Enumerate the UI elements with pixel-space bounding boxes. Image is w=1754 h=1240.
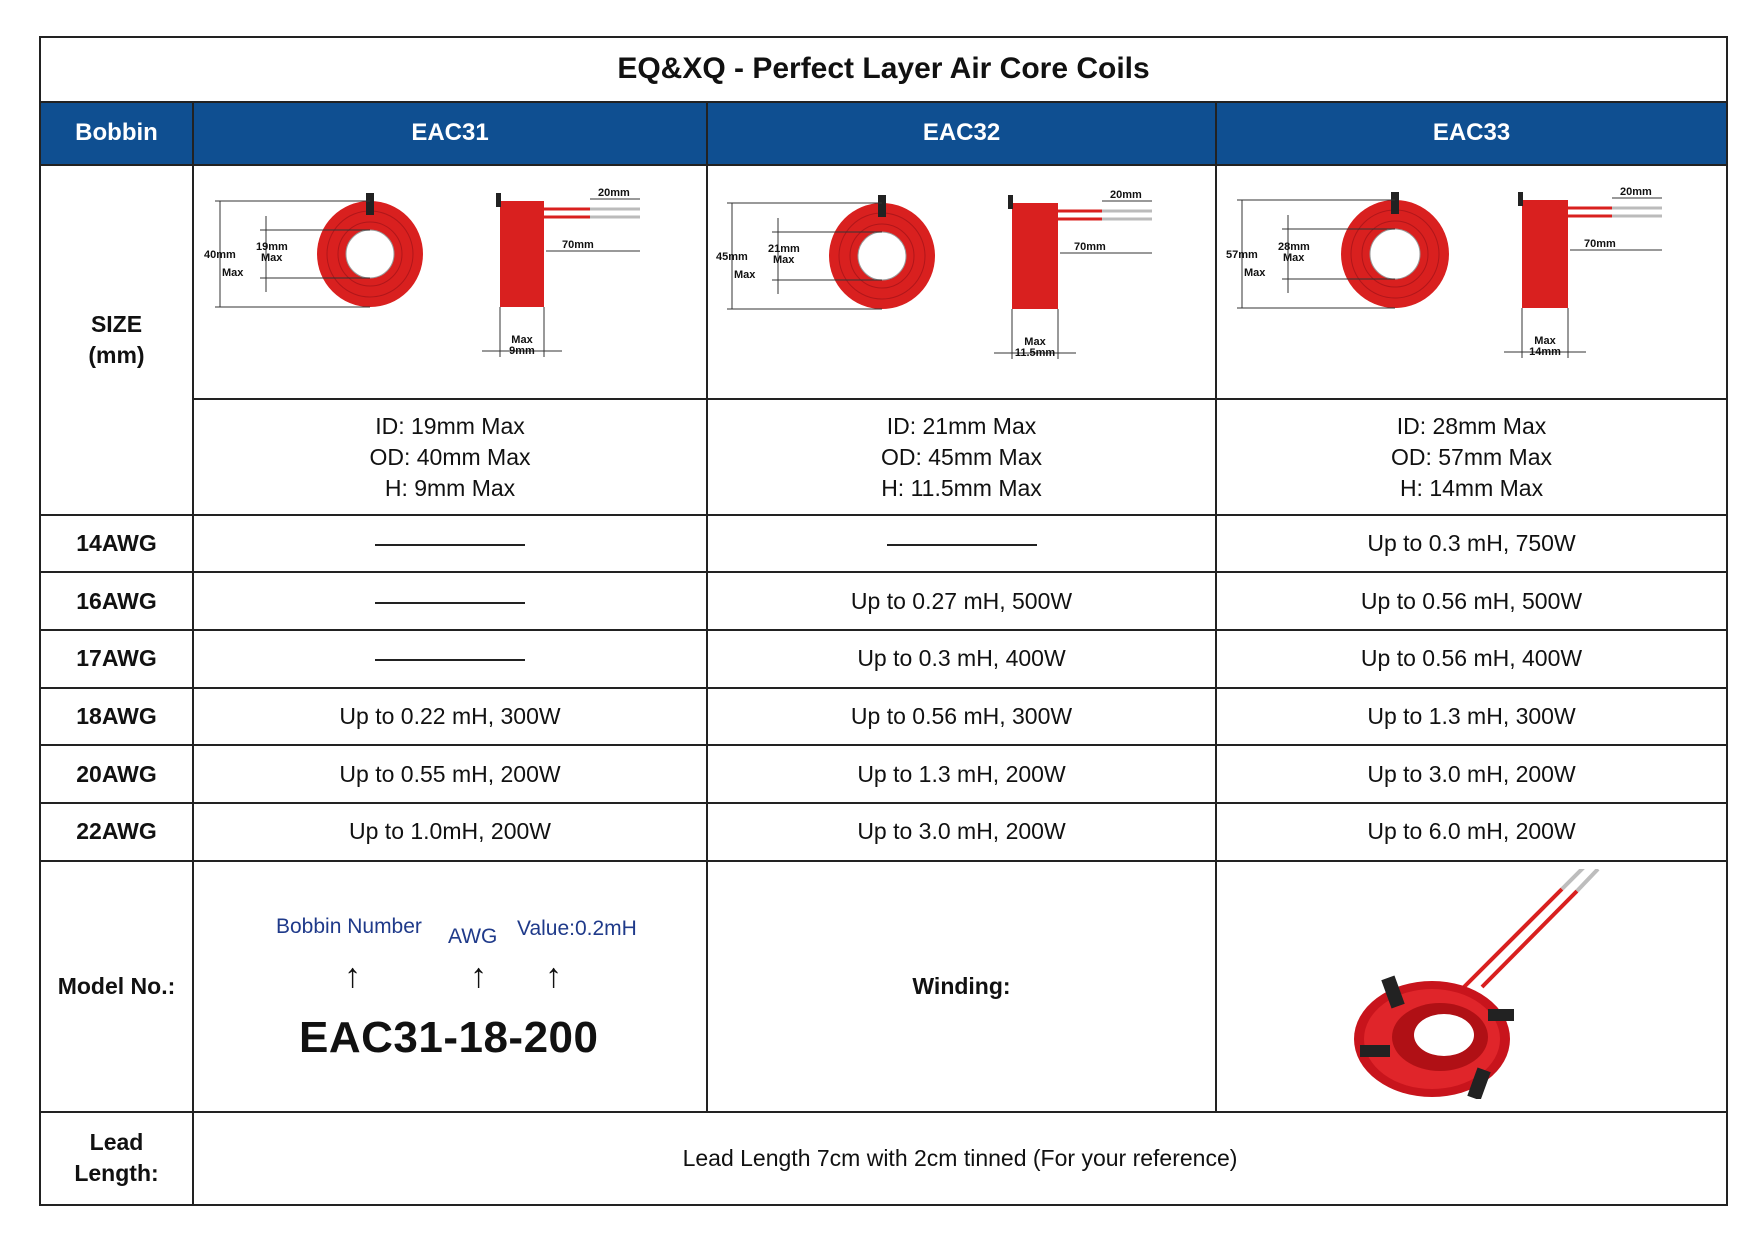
- awg-label-callout: AWG: [448, 925, 498, 949]
- rating-cell: Up to 6.0 mH, 200W: [1216, 803, 1727, 861]
- winding-label: Winding:: [707, 861, 1216, 1112]
- dims-eac32: [707, 399, 1216, 514]
- dim-h: H: 11.5mm Max: [881, 474, 1042, 501]
- dims-eac31: [193, 399, 707, 514]
- coil-dimension-drawing: [712, 169, 1212, 394]
- arrow-up-icon: ↑: [344, 957, 361, 996]
- awg-label: 16AWG: [40, 572, 193, 630]
- rating-cell: [193, 630, 707, 688]
- id-label: 28mm: [1277, 241, 1310, 254]
- size-label: [40, 165, 193, 515]
- coil-hole: [858, 232, 906, 280]
- id-max-label: Max: [261, 252, 283, 265]
- dim-h: H: 9mm Max: [384, 474, 516, 501]
- drawing-eac31: [193, 165, 707, 400]
- id-label: 21mm: [767, 243, 800, 256]
- lead-length-label: 70mm: [1583, 238, 1616, 251]
- height-max-label: Max: [1023, 336, 1046, 349]
- not-available-dash: [375, 544, 525, 546]
- rating-cell: Up to 0.3 mH, 400W: [707, 630, 1216, 688]
- awg-row: [40, 630, 1727, 688]
- dim-od: OD: 45mm Max: [880, 443, 1043, 470]
- rating-cell: Up to 3.0 mH, 200W: [707, 803, 1216, 861]
- coil-dimension-drawing: [200, 169, 700, 394]
- coil-hole: [1370, 229, 1420, 279]
- awg-row: [40, 803, 1727, 861]
- coil-side-view: [500, 201, 544, 307]
- dim-id: ID: 19mm Max: [375, 412, 525, 439]
- rating-cell: [193, 515, 707, 573]
- coil-hole: [346, 230, 394, 278]
- id-max-label: Max: [1282, 252, 1304, 265]
- tinned-length-label: 20mm: [598, 187, 630, 200]
- rating-cell: Up to 0.22 mH, 300W: [193, 688, 707, 746]
- rating-cell: Up to 1.3 mH, 300W: [1216, 688, 1727, 746]
- rating-cell: Up to 0.56 mH, 400W: [1216, 630, 1727, 688]
- lead-label: [40, 1112, 193, 1205]
- height-max-label: Max: [511, 334, 533, 347]
- header-eac32: EAC32: [707, 102, 1216, 165]
- cable-tie: [496, 193, 501, 207]
- rating-cell: Up to 3.0 mH, 200W: [1216, 745, 1727, 803]
- not-available-dash: [375, 602, 525, 604]
- arrow-up-icon: ↑: [470, 957, 487, 996]
- awg-row: [40, 688, 1727, 746]
- dim-id: ID: 21mm Max: [886, 412, 1037, 439]
- lead-length-label: 70mm: [562, 239, 594, 252]
- lead-length-label: 70mm: [1073, 241, 1106, 254]
- tinned-length-label: 20mm: [1619, 186, 1652, 199]
- awg-label: 17AWG: [40, 630, 193, 688]
- model-example: [193, 861, 707, 1112]
- drawing-eac33: [1216, 165, 1727, 400]
- rating-cell: [193, 572, 707, 630]
- winding-photo: [1216, 861, 1727, 1112]
- size-label-line1: SIZE: [90, 310, 143, 337]
- height-max-label: Max: [1533, 335, 1556, 348]
- not-available-dash: [375, 659, 525, 661]
- dim-id: ID: 28mm Max: [1396, 412, 1547, 439]
- model-code: EAC31-18-200: [299, 1013, 599, 1063]
- coil-side-view: [1522, 200, 1568, 308]
- od-max-label: Max: [1243, 267, 1265, 280]
- bobbin-number-label: Bobbin Number: [276, 915, 422, 939]
- cable-tie: [366, 193, 374, 215]
- awg-label: 14AWG: [40, 515, 193, 573]
- rating-cell: Up to 1.3 mH, 200W: [707, 745, 1216, 803]
- cable-tie: [1391, 192, 1399, 214]
- awg-label: 18AWG: [40, 688, 193, 746]
- tinned-length-label: 20mm: [1109, 189, 1142, 202]
- rating-cell: Up to 0.56 mH, 300W: [707, 688, 1216, 746]
- dim-od: OD: 40mm Max: [369, 443, 531, 470]
- od-label: 40mm: [204, 249, 236, 262]
- awg-label: 22AWG: [40, 803, 193, 861]
- dims-eac33: [1216, 399, 1727, 514]
- height-label: 11.5mm: [1014, 347, 1055, 360]
- size-label-line2: (mm): [88, 341, 145, 368]
- od-max-label: Max: [222, 267, 244, 280]
- coil-photo-image: [1322, 869, 1622, 1099]
- drawing-eac32: [707, 165, 1216, 400]
- awg-row: [40, 745, 1727, 803]
- coil-spec-table: [39, 36, 1728, 1206]
- not-available-dash: [887, 544, 1037, 546]
- lead-length-text: Lead Length 7cm with 2cm tinned (For your reference): [193, 1112, 1727, 1205]
- id-label: 19mm: [256, 241, 288, 254]
- value-label: Value:0.2mH: [517, 917, 637, 941]
- height-label: 14mm: [1528, 346, 1561, 359]
- cable-tie: [1008, 195, 1013, 209]
- arrow-up-icon: ↑: [545, 957, 562, 996]
- table-title: EQ&XQ - Perfect Layer Air Core Coils: [40, 37, 1727, 102]
- awg-row: [40, 515, 1727, 573]
- dim-od: OD: 57mm Max: [1390, 443, 1553, 470]
- lead-label-line1: Lead: [89, 1129, 144, 1156]
- dim-h: H: 14mm Max: [1399, 474, 1544, 501]
- od-max-label: Max: [733, 269, 755, 282]
- model-label: Model No.:: [40, 861, 193, 1112]
- od-label: 57mm: [1225, 249, 1258, 262]
- header-bobbin: Bobbin: [40, 102, 193, 165]
- id-max-label: Max: [772, 254, 794, 267]
- header-eac33: EAC33: [1216, 102, 1727, 165]
- od-label: 45mm: [715, 251, 748, 264]
- coil-dimension-drawing: [1222, 169, 1722, 394]
- header-eac31: EAC31: [193, 102, 707, 165]
- cable-tie: [1518, 192, 1523, 206]
- rating-cell: Up to 1.0mH, 200W: [193, 803, 707, 861]
- rating-cell: Up to 0.55 mH, 200W: [193, 745, 707, 803]
- height-label: 9mm: [509, 345, 535, 358]
- rating-cell: Up to 0.56 mH, 500W: [1216, 572, 1727, 630]
- rating-cell: Up to 0.27 mH, 500W: [707, 572, 1216, 630]
- coil-side-view: [1012, 203, 1058, 309]
- rating-cell: Up to 0.3 mH, 750W: [1216, 515, 1727, 573]
- awg-label: 20AWG: [40, 745, 193, 803]
- rating-cell: [707, 515, 1216, 573]
- cable-tie: [878, 195, 886, 217]
- awg-row: [40, 572, 1727, 630]
- lead-label-line2: Length:: [74, 1160, 159, 1187]
